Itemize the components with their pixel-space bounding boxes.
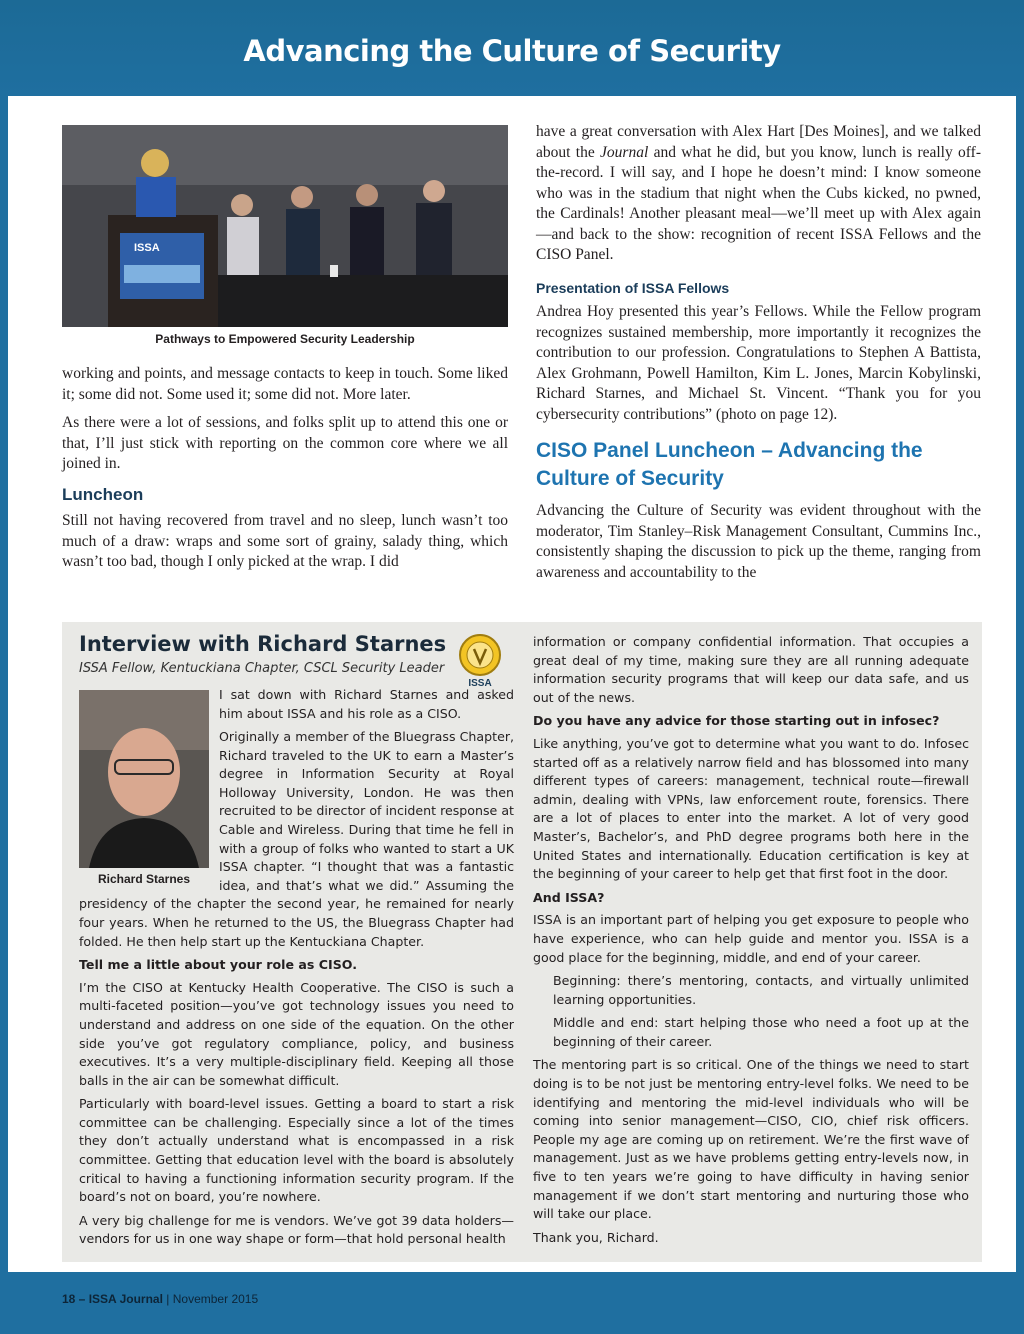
page-title: Advancing the Culture of Security (243, 34, 781, 68)
right-paragraph-2: Andrea Hoy presented this year’s Fellows. While the Fellow program recognizes sustained membership, more importantly it recognizes the contribution to our profession. Congratulations to Stephen A Battista, Alex Grohmann, Powell Hamilton, Kim L. Jones, Marcin Kobylinski, Richard Starnes, and Michael St. Vincent. “Thank you for you cybersecurity contributions” (photo on page 12). (536, 303, 981, 423)
left-border (0, 96, 8, 1272)
right-paragraph-1 (536, 122, 981, 266)
interview-left-column (79, 728, 514, 1254)
question-3: And ISSA? (533, 889, 605, 905)
answer-1-p3: A very big challenge for me is vendors. We’ve got 39 data holders—vendors for us in one way shape or form—that hold personal health (79, 1212, 514, 1247)
fellows-heading: Presentation of ISSA Fellows (536, 279, 730, 296)
right-paragraph-3: Advancing the Culture of Security was evident throughout with the moderator, Tim Stanley–Risk Management Consultant, Cummins Inc., consistently shaping the discussion to pick up the theme, ranging from awareness and accountability to the (536, 502, 981, 581)
interview-intro (219, 686, 514, 728)
interview-intro-1: I sat down with Richard Starnes and asked him about ISSA and his role as a CISO. (219, 687, 514, 721)
right-paragraph-1-end: and what he did, but you know, lunch is really off-the-record. I will say, and I hope he doesn’t mind: I know someone who was in the stadium that night when the Cubs kicked, no pwned, the Cardinals! Another pleasant meal—we’ll meet up with Alex again—and back to the show: recognition of recent ISSA Fellows and the CISO Panel. (536, 143, 982, 263)
interview-a1-p4: information or company confidential information. That occupies a great deal of my time, making sure they are all running adequate information security programs that will keep our data safe, and us out of the news. (533, 634, 969, 705)
page-header (0, 0, 1024, 96)
interview-subtitle: ISSA Fellow, Kentuckiana Chapter, CSCL Security Leader (79, 661, 445, 676)
answer-3-middle: Middle and end: start helping those who need a foot up at the beginning of their career. (553, 1015, 969, 1049)
interview-bio: Originally a member of the Bluegrass Chapter, Richard traveled to the UK to earn a Master’s degree in Information Security at Royal Holloway University, London. He was then recruited to be director of incident response at Cable and Wireless. During that time he fell in with a group of folks who wanted to start a UK ISSA chapter. “I thought that was a fantastic idea, and that’s what we did.” Assuming the presidency of the chapter the second year, he remained for nearly four years. When he returned to the US, the Bluegrass Chapter had folded. He then help start up the Kentuckiana Chapter. (79, 729, 514, 949)
question-1: Tell me a little about your role as CISO. (79, 957, 357, 973)
left-column (62, 364, 508, 581)
answer-3-p1: ISSA is an important part of helping you get exposure to people who have experience, who can help guide and mentor you. ISSA is a good place for the beginning, middle, and end of your career. (533, 912, 969, 965)
luncheon-heading: Luncheon (62, 484, 144, 504)
security-leader-badge-icon (458, 633, 502, 691)
answer-2: Like anything, you’ve got to determine what you want to do. Infosec started off as a relatively narrow field and has blossomed into many different types of careers: management, technical route—firewall admin, dealing with VPNs, law enforcement route, forensics. There are a lot of places to enter into the market. A lot of very good Master’s, Bachelor’s, and PhD degree programs both here in the United States and internationally. Education certification is key at the beginning of your career to help get that first foot in the door. (533, 735, 969, 882)
ciso-panel-heading: CISO Panel Luncheon – Advancing the Culture of Security (536, 439, 923, 490)
answer-3-p4: The mentoring part is so critical. One of the things we need to start doing is to be not just be mentoring entry-level folks. We need to be identifying and mentoring the mid-level individuals who will be coming into senior management—CISO, CIO, chief risk officers. People my age are coming up on retirement. We’re the first wave of management. Just as we have problems getting entry-levels now, in five to ten years we’re going to have difficulty in having senior management if we don’t start mentoring and nurturing those who will take our place. (533, 1057, 969, 1222)
left-paragraph-3: Still not having recovered from travel and no sleep, lunch wasn’t too much of a draw: wraps and some sort of grainy, salady thing, which wasn’t too bad, though I only picked at the wrap. I did (62, 512, 508, 570)
footer-separator: | (166, 1292, 170, 1306)
answer-3-beginning: Beginning: there’s mentoring, contacts, and virtually unlimited learning opportunities. (553, 973, 969, 1007)
answer-1-p2: Particularly with board-level issues. Getting a board to start a risk committee can be challenging. Especially since a lot of the times they don’t actually understand what is encompassed in a risk committee. Getting that education level with the board is absolutely critical to having a functioning information security program. If the board’s not on board, you’re nowhere. (79, 1096, 514, 1205)
footer-text (62, 1292, 258, 1306)
interview-right-column (533, 633, 969, 1252)
podium-logo-text: ISSA (134, 242, 160, 254)
journal-emphasis: Journal (600, 143, 649, 161)
left-paragraph-2: As there were a lot of sessions, and folks split up to attend this one or that, I’ll just stick with reporting on the common core where we all joined in. (62, 414, 508, 472)
footer-page: 18 – ISSA Journal (62, 1292, 163, 1306)
answer-1-p1: I’m the CISO at Kentucky Health Cooperative. The CISO is such a multi-faceted position—you’ve got technology issues you need to understand and address on one side of the equation. On the other side you’ve got regulatory compliance, policy, and business executives. It’s a very multiple-disciplinary field. Keeping all those balls in the air can be somewhat difficult. (79, 979, 514, 1088)
question-2: Do you have any advice for those starting out in infosec? (533, 713, 940, 729)
panel-photo (62, 125, 508, 327)
interview-title: Interview with Richard Starnes (79, 632, 447, 656)
footer-date: November 2015 (172, 1292, 259, 1306)
portrait-caption: Richard Starnes (97, 872, 191, 886)
right-border (1016, 96, 1024, 1272)
right-column (536, 122, 981, 591)
left-paragraph-1: working and points, and message contacts to keep in touch. Some liked it; some did not. Some used it; some did not. More later. (62, 365, 508, 403)
portrait-spacer (79, 728, 219, 888)
answer-3-thanks: Thank you, Richard. (533, 1229, 659, 1245)
photo-caption: Pathways to Empowered Security Leadership (155, 332, 415, 346)
right-paragraph-1-start: have a great conversation with Alex Hart [Des Moines], and we talked about the (536, 123, 981, 161)
badge-label: ISSA (468, 678, 492, 689)
